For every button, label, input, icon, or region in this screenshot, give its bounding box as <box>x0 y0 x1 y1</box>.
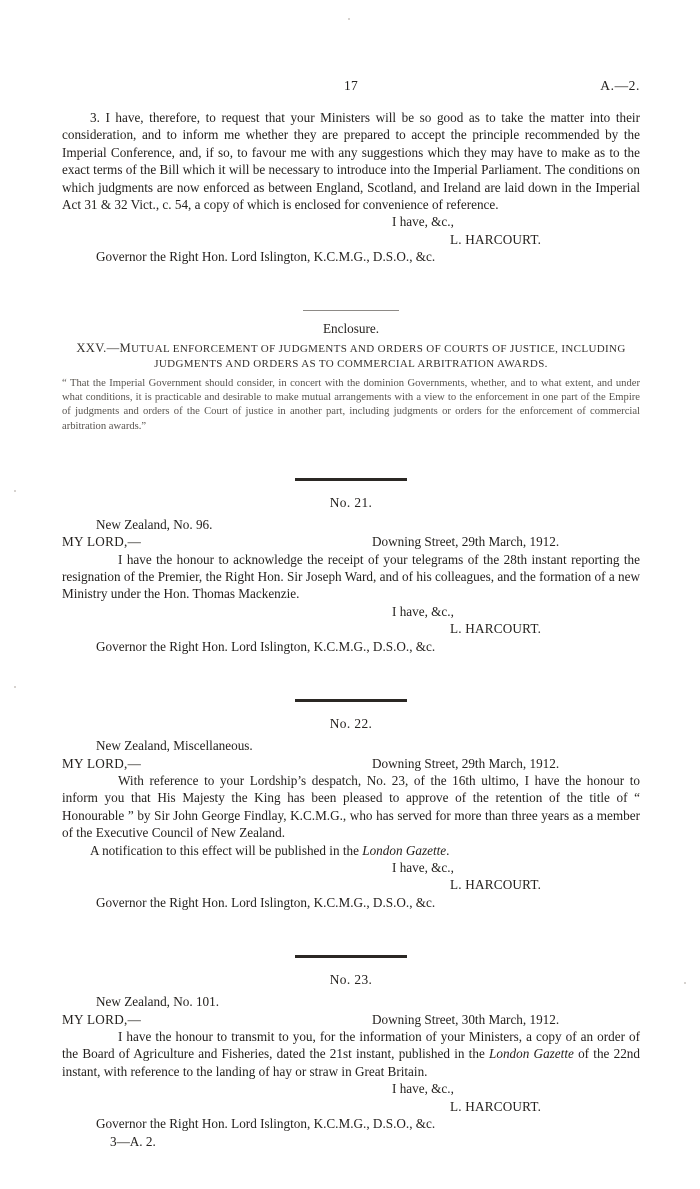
no23-addressee: Governor the Right Hon. Lord Islington, K.C.M.G., D.S.O., &c. <box>96 1115 436 1131</box>
no22-body-2 <box>62 842 640 859</box>
no21-reference: New Zealand, No. 96. <box>96 516 213 532</box>
no22-salute-row <box>62 755 640 772</box>
enclosure-heading-rest: UTUAL ENFORCEMENT OF JUDGMENTS AND ORDERS OF COURTS OF JUSTICE, INCLUDING <box>131 343 626 356</box>
page-footer-signature: 3—A. 2. <box>110 1134 156 1150</box>
scan-speck <box>684 982 686 984</box>
no22-salutation: MY LORD,— <box>62 755 142 771</box>
no22-gazette-italic: London Gazette <box>362 842 447 858</box>
no23-gazette-italic: London Gazette <box>489 1046 574 1062</box>
no22-body-2-pre: A notification to this effect will be published in the <box>90 842 363 858</box>
no23-body-pre: I have the honour to transmit to you, for the information of your Ministers, a copy of an order of the Board of Agriculture and Fisheries, dated the 21st instant, published in the <box>62 1028 640 1062</box>
section-divider-21 <box>295 478 407 481</box>
section-number-23: No. 23. <box>329 972 373 988</box>
no21-salutation: MY LORD,— <box>62 534 142 550</box>
enclosure-quote-text: “ That the Imperial Government should consider, in concert with the dominion Governments, whether, and to what extent, and under what conditions, it is practicable and desirable to make mutual arrangements with a view to the enforcement in one part of the Empire of judgments and orders of the Court of justice in another part, including judgments or orders for the enforcement of commercial arbitration awards.” <box>62 378 640 432</box>
no22-closing: I have, &c., <box>392 859 454 875</box>
no22-body-1: With reference to your Lordship’s despatch, No. 23, of the 16th ultimo, I have the honour to inform you that His Majesty the King has been pleased to approve of the retention of the title of “ Honourable ” by Sir John George Findlay, K.C.M.G., who has served for more than three years as a member of the Executive Council of New Zealand. <box>62 772 640 841</box>
document-content <box>62 78 640 1150</box>
no23-body <box>62 1028 640 1080</box>
enclosure-heading <box>62 341 640 372</box>
section-number-22: No. 22. <box>329 716 373 732</box>
no21-place-date: Downing Street, 29th March, 1912. <box>372 534 560 550</box>
enclosure-heading-lead: XXV.—M <box>76 341 132 356</box>
section-number-21: No. 21. <box>329 494 373 510</box>
letter-1-addressee: Governor the Right Hon. Lord Islington, K.C.M.G., D.S.O., &c. <box>96 249 436 265</box>
no21-salute-row <box>62 533 640 550</box>
no21-body: I have the honour to acknowledge the receipt of your telegrams of the 28th instant reporting the resignation of the Premier, the Right Hon. Sir Joseph Ward, and of his colleagues, and the formation of a new Ministry under the Hon. Thomas Mackenzie. <box>62 551 640 602</box>
enclosure-quote <box>62 377 640 434</box>
scan-speck <box>14 686 16 688</box>
page-header <box>62 78 640 100</box>
document-reference: A.—2. <box>600 78 640 93</box>
no23-salutation: MY LORD,— <box>62 1011 142 1027</box>
no23-place-date: Downing Street, 30th March, 1912. <box>372 1011 560 1027</box>
letter-1-closing: I have, &c., <box>392 214 454 230</box>
no22-signature: L. HARCOURT. <box>450 877 542 893</box>
section-divider-23 <box>295 955 407 958</box>
no23-body-post: of the 22nd instant, with reference to the landing of hay or straw in Great Britain. <box>62 1046 640 1079</box>
scan-speck <box>14 490 16 492</box>
scan-speck <box>348 18 350 20</box>
no23-reference: New Zealand, No. 101. <box>96 994 220 1010</box>
no23-salute-row <box>62 1011 640 1028</box>
enclosure-title: Enclosure. <box>322 320 380 336</box>
page-number: 17 <box>343 78 359 93</box>
letter-1-signature: L. HARCOURT. <box>450 231 542 247</box>
letter-paragraph-3: 3. I have, therefore, to request that your Ministers will be so good as to take the matter into their consideration, and to inform me whether they are prepared to accept the principle recommended by the Imperial Conference, and, if so, to favour me with any suggestions which they may have to make as to the exact terms of the Bill which it will be necessary to introduce into the Imperial Parliament. The conditions on which judgments are now enforced as between England, Scotland, and Ireland are laid down in the Imperial Act 31 & 32 Vict., c. 54, a copy of which is enclosed for convenience of reference. <box>62 110 640 213</box>
no22-body-2-post: . <box>446 842 450 858</box>
enclosure-heading-line2: JUDGMENTS AND ORDERS AS TO COMMERCIAL ARBITRATION AWARDS. <box>154 358 548 371</box>
no22-addressee: Governor the Right Hon. Lord Islington, K.C.M.G., D.S.O., &c. <box>96 894 436 910</box>
no22-place-date: Downing Street, 29th March, 1912. <box>372 755 560 771</box>
section-divider-22 <box>295 699 407 702</box>
no21-closing: I have, &c., <box>392 603 454 619</box>
no21-signature: L. HARCOURT. <box>450 621 542 637</box>
no22-reference: New Zealand, Miscellaneous. <box>96 738 253 754</box>
no23-closing: I have, &c., <box>392 1081 454 1097</box>
no23-signature: L. HARCOURT. <box>450 1098 542 1114</box>
no21-addressee: Governor the Right Hon. Lord Islington, K.C.M.G., D.S.O., &c. <box>96 638 436 654</box>
